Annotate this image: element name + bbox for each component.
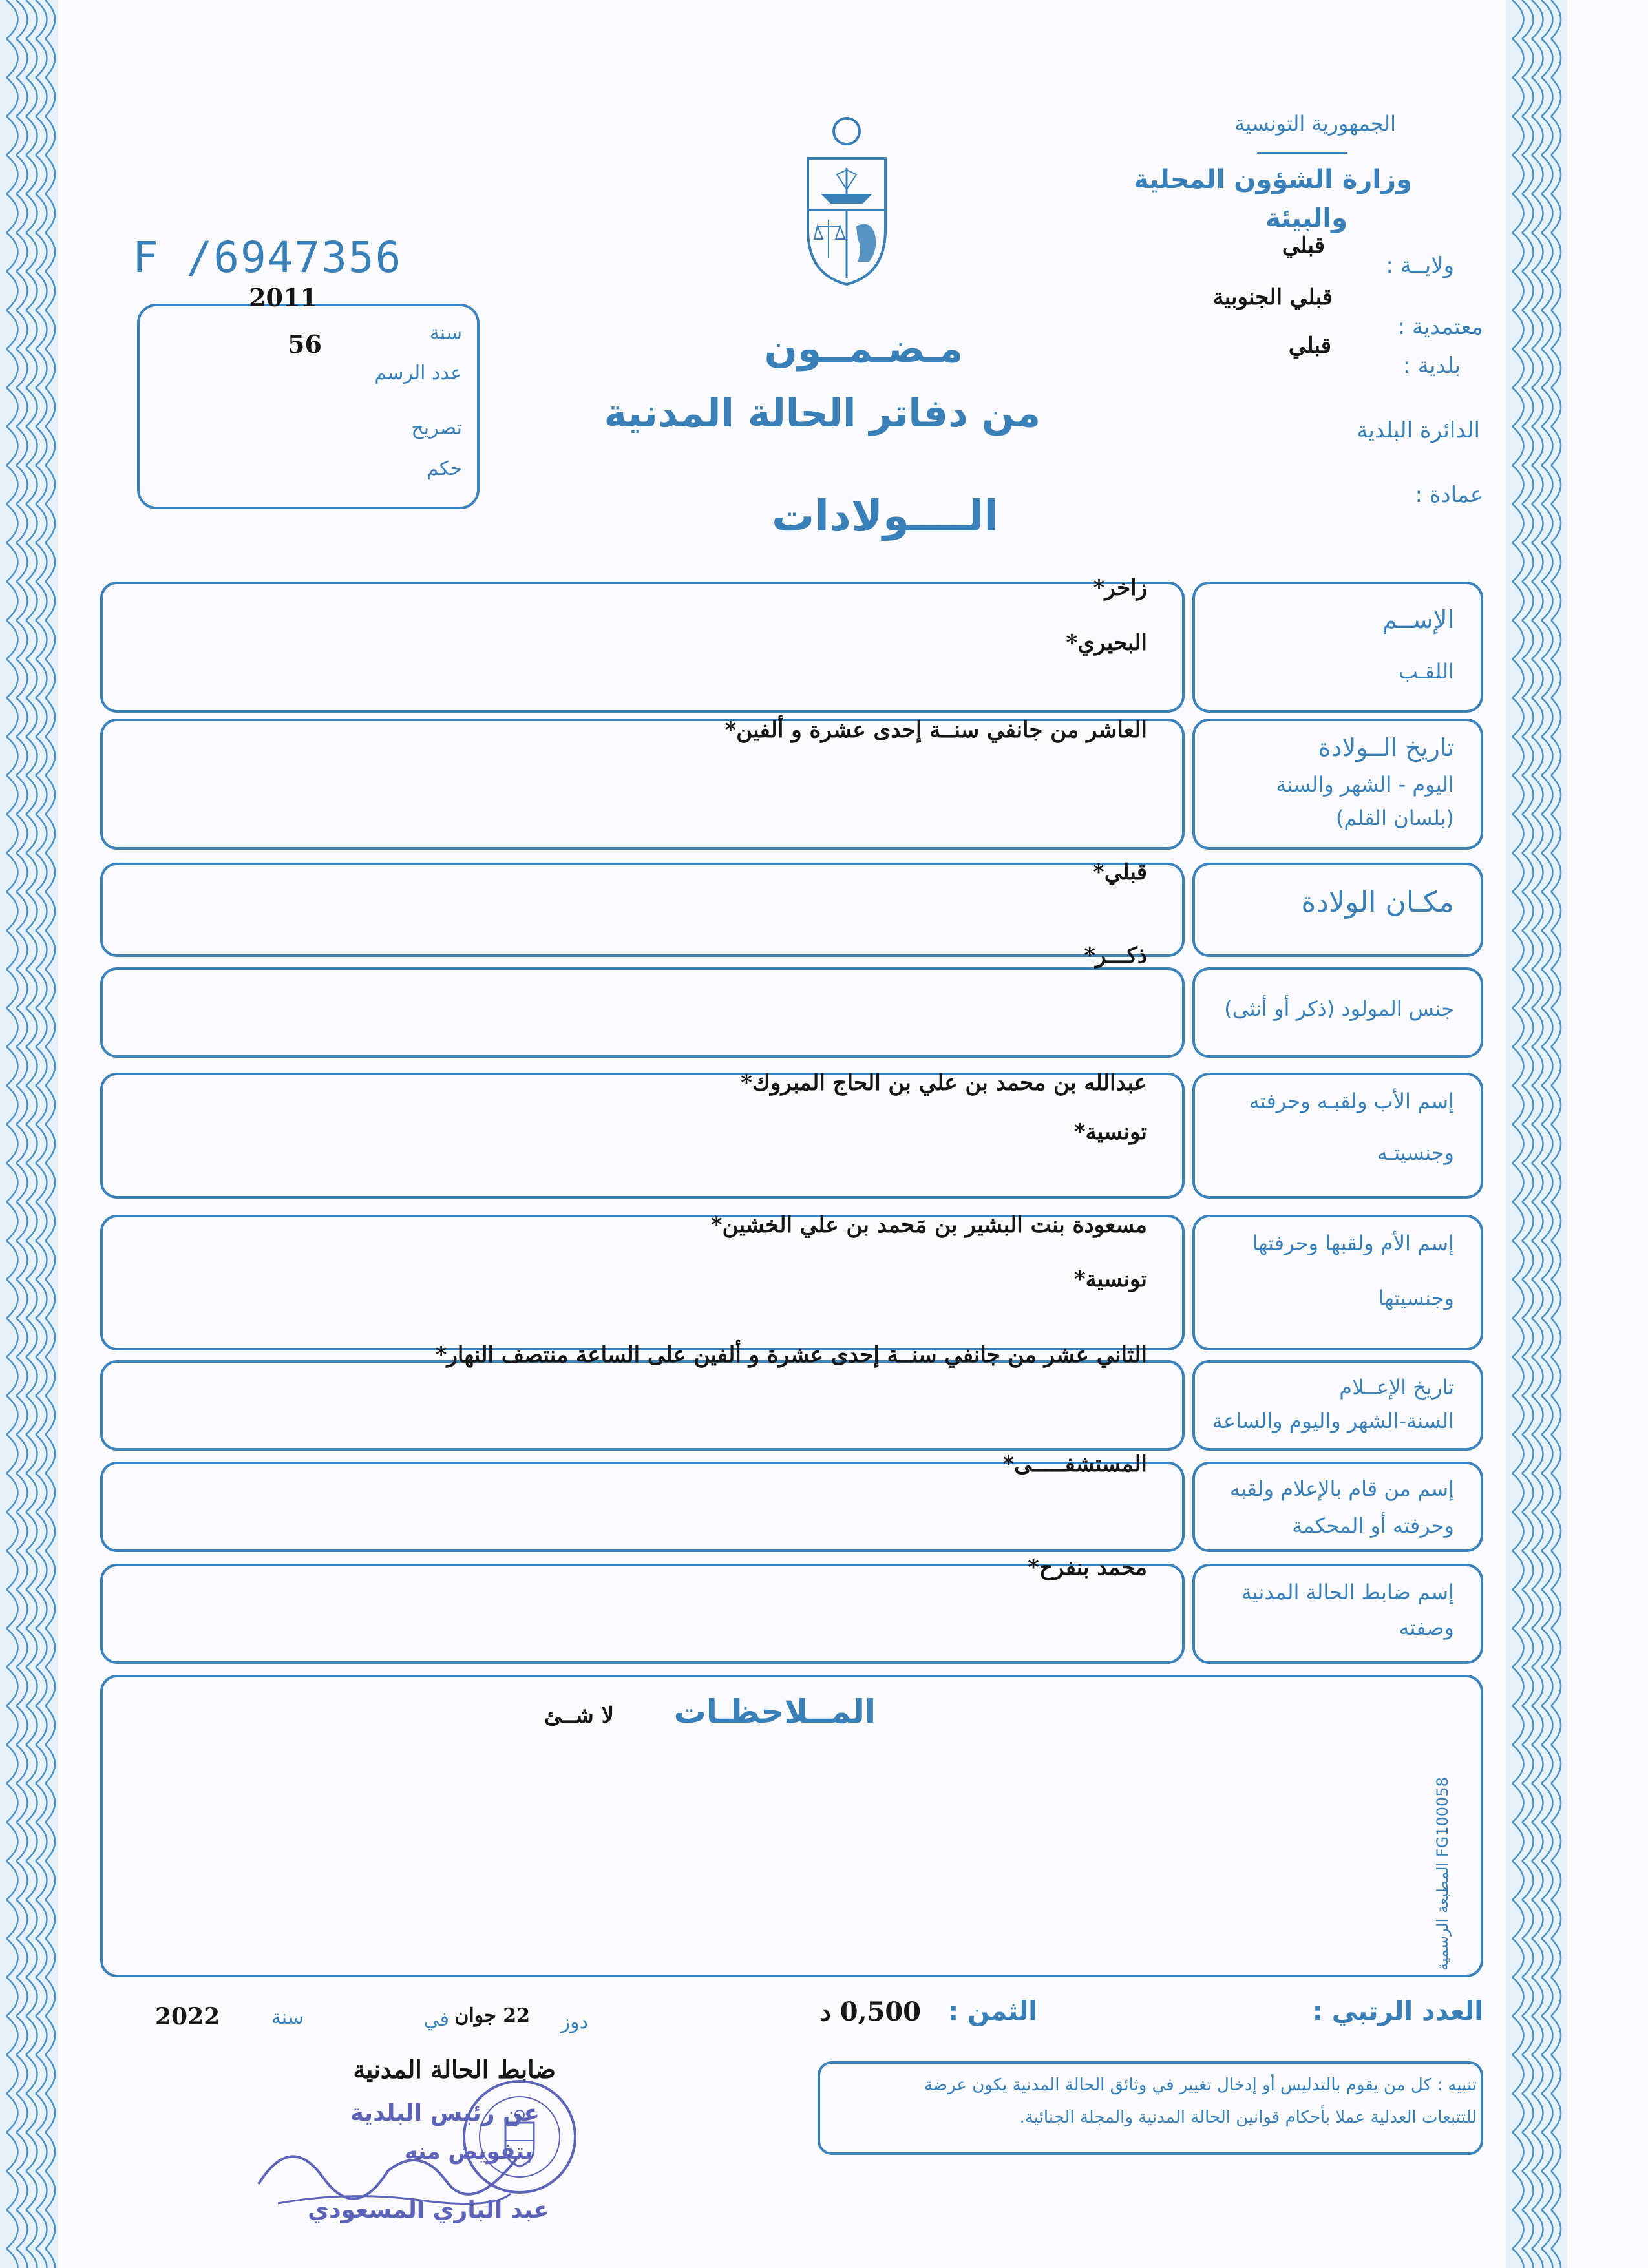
doz-label: دوز — [560, 2011, 588, 2033]
signature-line1: عن رئيس البلدية — [350, 2100, 540, 2126]
row-value: زاخر* — [1093, 575, 1147, 601]
row-value: تونسية* — [1073, 1119, 1147, 1145]
row-label: (بلسان القلم) — [1335, 806, 1454, 830]
row-label: وجنسيتـه — [1377, 1140, 1454, 1165]
row-value: المستشفـــــى* — [1002, 1451, 1147, 1477]
row-value: العاشر من جانفي سنــة إحدى عشرة و ألفين* — [724, 717, 1147, 743]
title-madmoun: مـضـمــون — [764, 326, 963, 372]
signature-scribble — [252, 2119, 523, 2216]
republic-name: الجمهورية التونسية — [1234, 111, 1396, 136]
warning-line1: تنبيه : كل من يقوم بالتدليس أو إدخال تغيير في وثائق الحالة المدنية يكون عرضة — [924, 2075, 1477, 2095]
row-value: البحيري* — [1066, 630, 1147, 656]
record-year-label: سنة — [429, 322, 462, 344]
row-value-box — [100, 582, 1185, 713]
signature-name: عبد الباري المسعودي — [308, 2197, 549, 2223]
row-label: الإســم — [1382, 605, 1454, 634]
officer-title: ضابط الحالة المدنية — [353, 2055, 556, 2084]
row-label: جنس المولود (ذكر أو أنثى) — [1224, 996, 1454, 1021]
row-label: مكـان الولادة — [1301, 886, 1454, 919]
ministry-line1: وزارة الشؤون المحلية — [1134, 165, 1412, 194]
record-declaration-label: تصريح — [411, 417, 462, 439]
row-label: إسم الأم ولقبها وحرفتها — [1252, 1231, 1454, 1255]
baladiya-label: بلدية : — [1403, 353, 1461, 379]
printer-mark: المطبعة الرسمية FG100058 — [1433, 1777, 1452, 1971]
row-value: تونسية* — [1073, 1266, 1147, 1292]
wilaya-label: ولايــة : — [1386, 253, 1454, 278]
header-divider — [1257, 152, 1347, 154]
daira-label: الدائرة البلدية — [1357, 417, 1480, 443]
price-value: 0,500 د — [819, 1997, 921, 2027]
row-value: محمد بنفرح* — [1028, 1555, 1147, 1580]
title-births: الــــولادات — [772, 491, 998, 541]
row-label: إسم من قام بالإعلام ولقبه — [1229, 1476, 1454, 1501]
signature-line2: بتفويض منه — [405, 2139, 533, 2165]
row-label: تاريخ الإعــلام — [1339, 1375, 1454, 1400]
record-number-value: 56 — [288, 330, 322, 359]
row-value-box — [100, 1360, 1185, 1451]
motamadiya-label: معتمدية : — [1397, 314, 1483, 340]
price-label: الثمن : — [948, 1997, 1037, 2026]
row-value-box — [100, 863, 1185, 957]
row-value: مسعودة بنت البشير بن مَحمد بن علي الخشين* — [710, 1212, 1147, 1238]
row-label: إسم الأب ولقبـه وحرفته — [1249, 1089, 1454, 1113]
row-label: اليوم - الشهر والسنة — [1276, 772, 1454, 797]
tunisia-coat-of-arms-icon — [798, 113, 895, 288]
row-label: وصفته — [1399, 1615, 1454, 1640]
row-value-box — [100, 1564, 1185, 1664]
right-decorative-border — [1506, 0, 1567, 2268]
wilaya-value: قبلي — [1282, 233, 1325, 258]
ministry-line2: والبيئة — [1265, 204, 1347, 233]
row-label: السنة-الشهر واليوم والساعة — [1212, 1409, 1454, 1433]
date-prefix: في — [423, 2008, 449, 2031]
row-value-box — [100, 967, 1185, 1058]
baladiya-value: قبلي — [1288, 333, 1331, 359]
remarks-label: المــلاحظـات — [673, 1693, 876, 1730]
warning-line2: للتتبعات العدلية عملا بأحكام قوانين الحالة المدنية والمجلة الجنائية. — [1019, 2108, 1477, 2127]
year-value: 2022 — [155, 2003, 220, 2030]
record-number-label: عدد الرسم — [374, 362, 462, 384]
remarks-value: لا شــئ — [544, 1703, 614, 1728]
row-value: ذكـــر* — [1084, 943, 1147, 969]
title-civil-registers: من دفاتر الحالة المدنية — [604, 391, 1041, 436]
left-decorative-border — [0, 0, 58, 2268]
omada-label: عمادة : — [1415, 482, 1483, 508]
record-year-value: 2011 — [249, 283, 317, 312]
date-value: 22 جوان — [454, 2004, 530, 2027]
row-value: عبدالله بن محمد بن علي بن الحاج المبروك* — [741, 1070, 1147, 1096]
serial-number: F /6947356 — [132, 233, 403, 282]
row-label: تاريخ الــولادة — [1318, 733, 1454, 762]
row-label: وحرفته أو المحكمة — [1292, 1513, 1454, 1538]
row-value: قبلي* — [1093, 859, 1147, 885]
order-number-label: العدد الرتبي : — [1312, 1997, 1483, 2026]
row-value: الثاني عشر من جانفي سنــة إحدى عشرة و ألفين على الساعة منتصف النهار* — [435, 1342, 1147, 1368]
row-label: وجنسيتها — [1378, 1286, 1454, 1310]
record-judgment-label: حكم — [426, 457, 462, 480]
row-label: إسم ضابط الحالة المدنية — [1241, 1580, 1454, 1604]
year-label: سنة — [271, 2006, 304, 2029]
motamadiya-value: قبلي الجنوبية — [1212, 284, 1333, 310]
row-label: اللقـب — [1398, 659, 1454, 684]
